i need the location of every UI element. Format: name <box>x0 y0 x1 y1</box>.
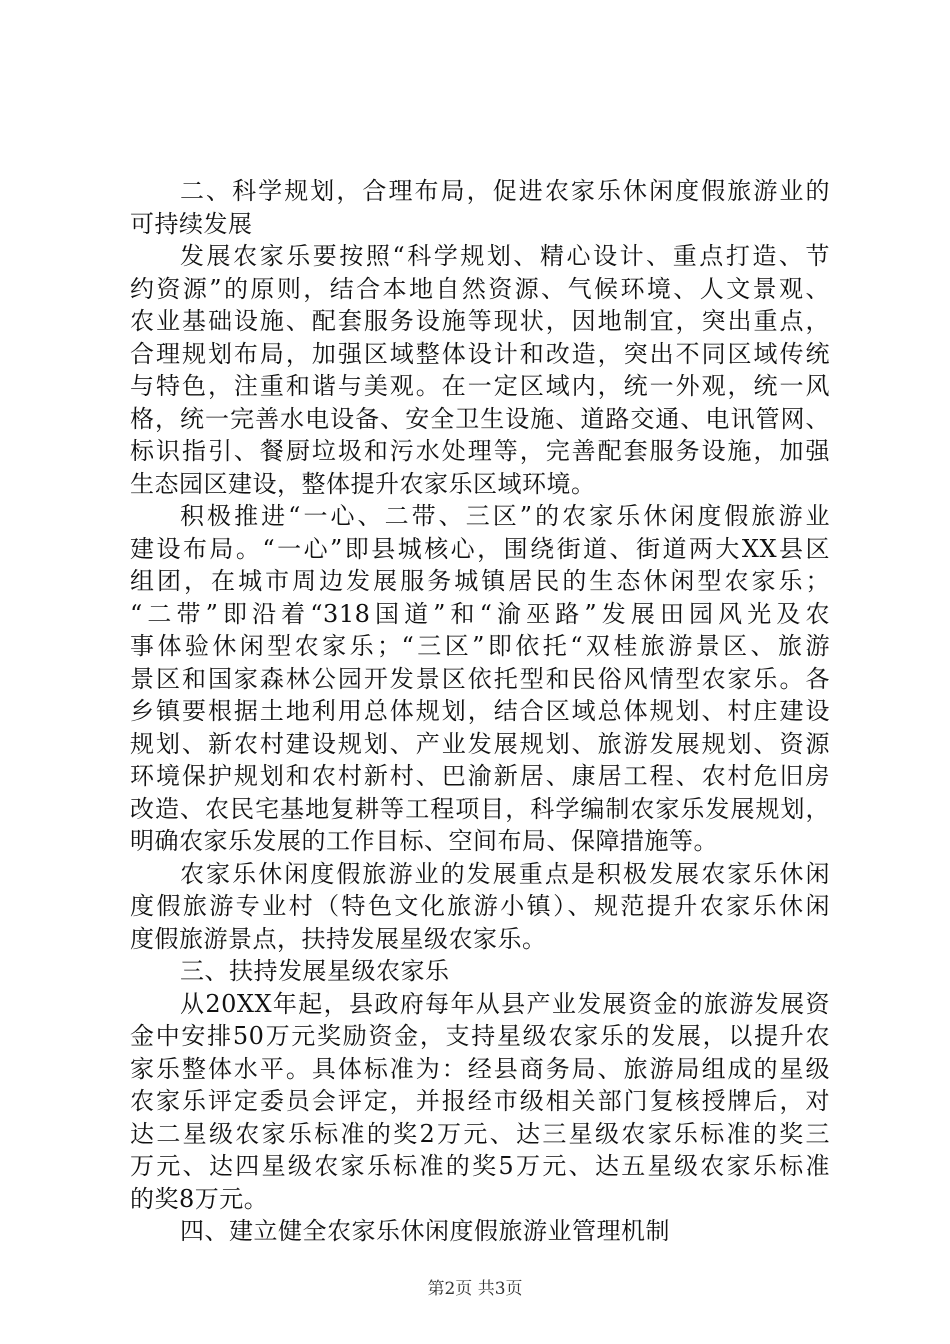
text-line: 金中安排50万元奖励资金，支持星级农家乐的发展，以提升农 <box>130 1022 830 1050</box>
text-line: 农家乐休闲度假旅游业的发展重点是积极发展农家乐休闲 <box>180 859 830 888</box>
text-line: 建设布局。“一心”即县城核心，围绕街道、街道两大XX县区 <box>130 534 830 563</box>
text-line: 规划、新农村建设规划、产业发展规划、旅游发展规划、资源 <box>130 729 830 758</box>
text-line: 家乐整体水平。具体标准为：经县商务局、旅游局组成的星级 <box>130 1054 830 1083</box>
text-line: 明确农家乐发展的工作目标、空间布局、保障措施等。 <box>130 827 718 855</box>
text-line: 合理规划布局，加强区域整体设计和改造，突出不同区域传统 <box>130 339 830 368</box>
text-line: 生态园区建设，整体提升农家乐区域环境。 <box>130 469 596 498</box>
text-line: 发展农家乐要按照“科学规划、精心设计、重点打造、节 <box>180 242 830 270</box>
text-line: 标识指引、餐厨垃圾和污水处理等，完善配套服务设施，加强 <box>130 437 830 465</box>
text-line: 三、扶持发展星级农家乐 <box>180 957 450 985</box>
text-line: 可持续发展 <box>130 209 253 238</box>
text-line: 事体验休闲型农家乐；“三区”即依托“双桂旅游景区、旅游 <box>130 632 830 660</box>
text-line: 达二星级农家乐标准的奖2万元、达三星级农家乐标准的奖三 <box>130 1119 830 1148</box>
text-line: 积极推进“一心、二带、三区”的农家乐休闲度假旅游业 <box>180 502 830 530</box>
text-line: 环境保护规划和农村新村、巴渝新居、康居工程、农村危旧房 <box>130 762 830 790</box>
text-line: “二带”即沿着“318国道”和“渝巫路”发展田园风光及农 <box>130 599 830 628</box>
text-line: 的奖8万元。 <box>130 1184 269 1213</box>
text-line: 从20XX年起，县政府每年从县产业发展资金的旅游发展资 <box>180 989 830 1018</box>
text-line: 度假旅游景点，扶持发展星级农家乐。 <box>130 924 547 953</box>
text-line: 二、科学规划，合理布局，促进农家乐休闲度假旅游业的 <box>180 177 830 205</box>
text-line: 四、建立健全农家乐休闲度假旅游业管理机制 <box>180 1217 670 1245</box>
text-line: 农业基础设施、配套服务设施等现状，因地制宜，突出重点， <box>130 307 830 335</box>
text-line: 农家乐评定委员会评定，并报经市级相关部门复核授牌后，对 <box>130 1087 830 1115</box>
text-line: 与特色，注重和谐与美观。在一定区域内，统一外观，统一风 <box>130 372 830 400</box>
text-line: 改造、农民宅基地复耕等工程项目，科学编制农家乐发展规划， <box>130 794 830 823</box>
text-line: 约资源”的原则，结合本地自然资源、气候环境、人文景观、 <box>130 274 830 303</box>
page-footer: 第2页 共3页 <box>427 1279 523 1299</box>
document-body <box>130 175 830 1248</box>
text-line: 乡镇要根据土地利用总体规划，结合区域总体规划、村庄建设 <box>130 697 830 725</box>
text-line: 组团，在城市周边发展服务城镇居民的生态休闲型农家乐； <box>130 567 830 595</box>
text-line: 万元、达四星级农家乐标准的奖5万元、达五星级农家乐标准 <box>130 1152 830 1180</box>
text-line: 度假旅游专业村（特色文化旅游小镇）、规范提升农家乐休闲 <box>130 892 830 920</box>
text-line: 景区和国家森林公园开发景区依托型和民俗风情型农家乐。各 <box>130 664 830 693</box>
text-line: 格，统一完善水电设备、安全卫生设施、道路交通、电讯管网、 <box>130 404 830 433</box>
